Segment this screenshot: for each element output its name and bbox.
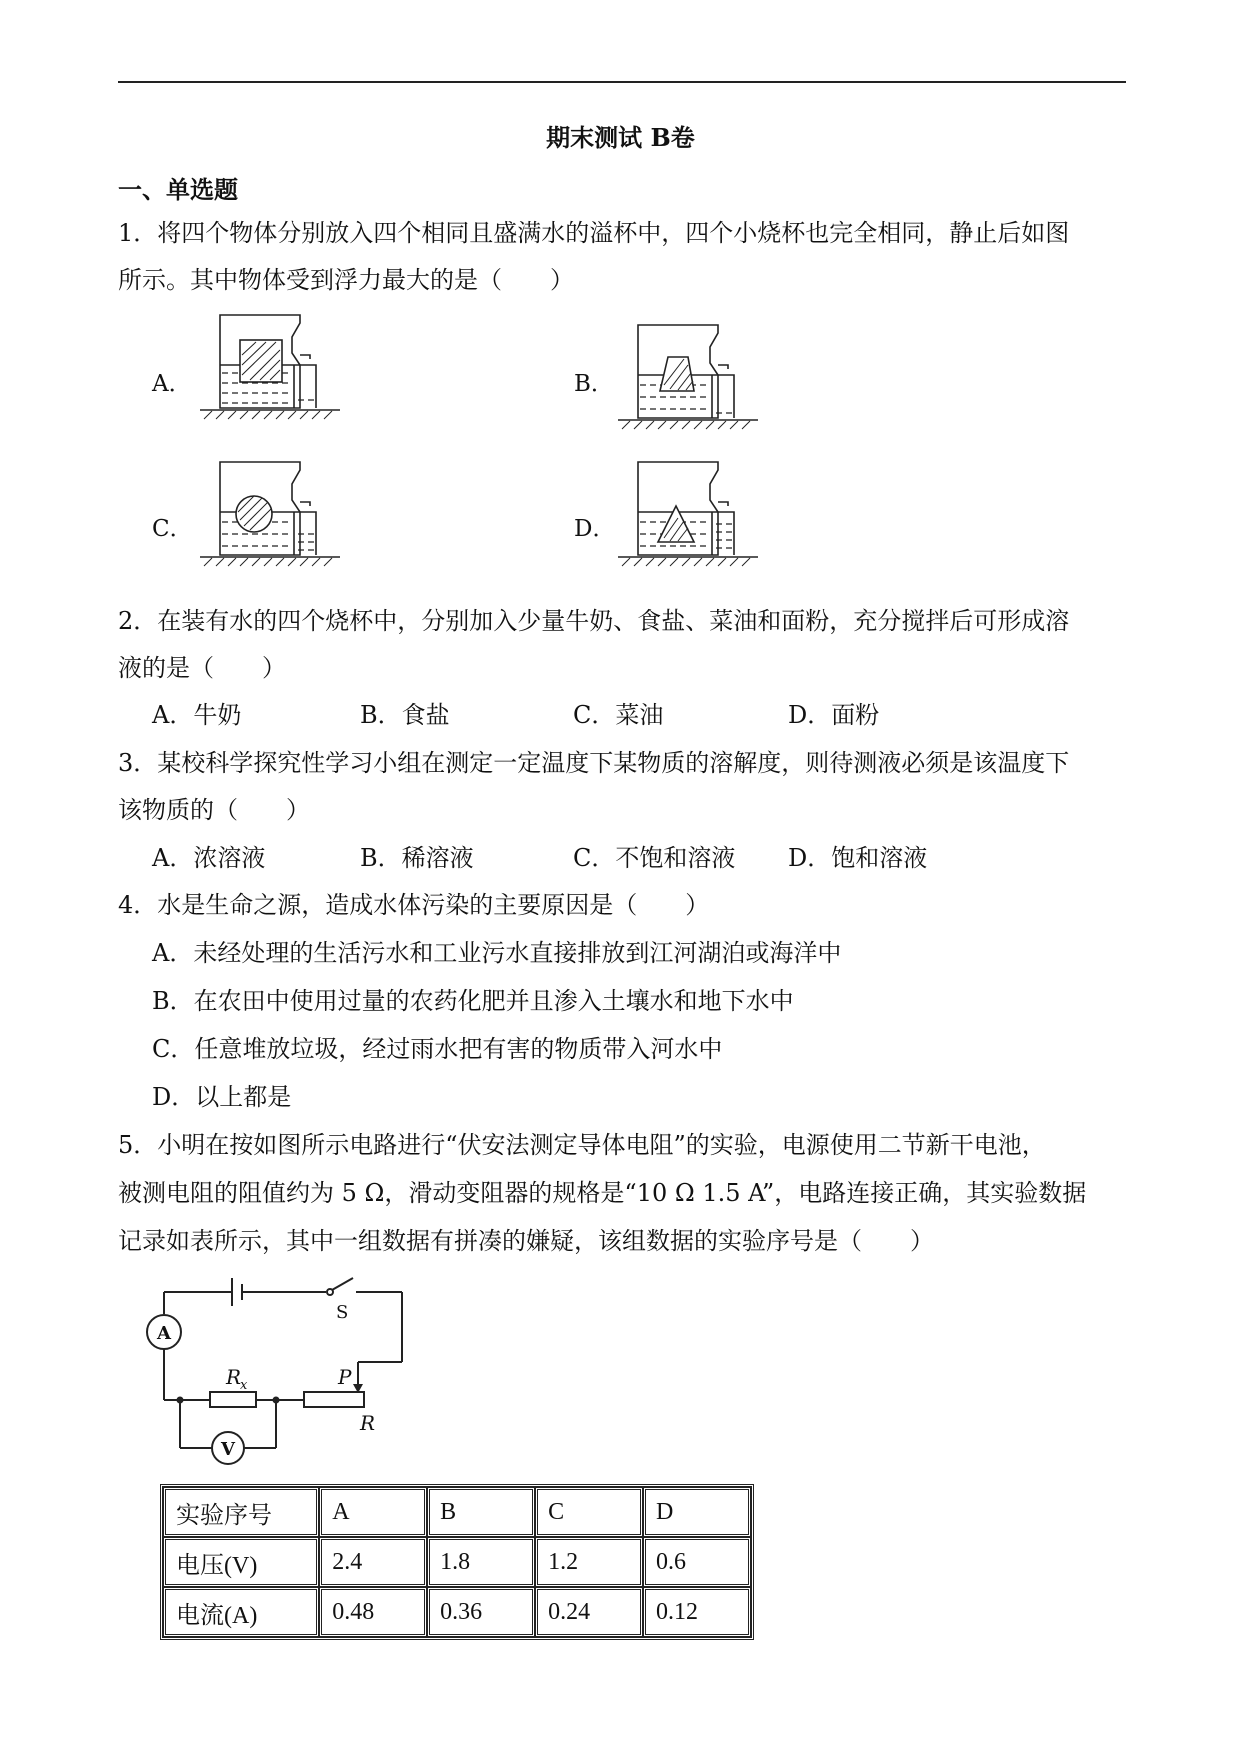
- rheostat-label: R: [360, 1411, 376, 1435]
- table-cell: 0.12: [643, 1587, 751, 1637]
- q3-option-a[interactable]: A．浓溶液: [152, 844, 266, 872]
- table-header-cell: 实验序号: [163, 1487, 319, 1537]
- switch-label: S: [336, 1302, 349, 1323]
- q3-option-b[interactable]: B．稀溶液: [360, 844, 474, 872]
- q1-figure-a: [200, 315, 350, 420]
- table-header-row: [163, 1487, 751, 1537]
- table-header-cell: B: [427, 1487, 535, 1537]
- table-header-cell: A: [319, 1487, 427, 1537]
- question-1-line-1: 1．将四个物体分别放入四个相同且盛满水的溢杯中，四个小烧杯也完全相同，静止后如图: [118, 219, 1070, 247]
- q1-option-c-label: C．: [152, 516, 193, 542]
- q1-figure-b: [618, 325, 768, 430]
- table-row: [163, 1537, 751, 1587]
- circuit-diagram: [140, 1270, 420, 1460]
- table-cell: 0.48: [319, 1587, 427, 1637]
- slider-label: P: [338, 1365, 352, 1389]
- q1-figure-c: [200, 462, 350, 567]
- table-header-cell: C: [535, 1487, 643, 1537]
- question-3-line-2: 该物质的（ ）: [118, 796, 310, 824]
- q1-option-b-label: B．: [574, 371, 614, 397]
- q2-option-a[interactable]: A．牛奶: [152, 701, 242, 729]
- question-2-line-1: 2．在装有水的四个烧杯中，分别加入少量牛奶、食盐、菜油和面粉，充分搅拌后可形成溶: [118, 607, 1070, 635]
- q4-option-d[interactable]: D．以上都是: [152, 1083, 292, 1111]
- question-1-line-2: 所示。其中物体受到浮力最大的是（ ）: [118, 266, 574, 294]
- table-cell: 0.36: [427, 1587, 535, 1637]
- table-cell: 0.6: [643, 1537, 751, 1587]
- q2-option-d[interactable]: D．面粉: [788, 701, 880, 729]
- question-3-line-1: 3．某校科学探究性学习小组在测定一定温度下某物质的溶解度，则待测液必须是该温度下: [118, 749, 1070, 777]
- table-cell: 2.4: [319, 1537, 427, 1587]
- section-heading: 一、单选题: [118, 175, 238, 204]
- question-5-line-3: 记录如表所示，其中一组数据有拼凑的嫌疑，该组数据的实验序号是（ ）: [118, 1227, 934, 1255]
- table-cell: 1.8: [427, 1537, 535, 1587]
- resistor-rx-subscript: x: [240, 1378, 248, 1393]
- q1-option-a-label: A．: [152, 371, 192, 397]
- q1-figure-d: [618, 462, 768, 567]
- switch-blade: [332, 1278, 353, 1290]
- question-5-line-2: 被测电阻的阻值约为 5 Ω，滑动变阻器的规格是“10 Ω 1.5 A”，电路连接正确，其实验数据: [118, 1179, 1087, 1207]
- resistor-rx: [210, 1392, 256, 1407]
- question-2-line-2: 液的是（ ）: [118, 654, 286, 682]
- q2-option-b[interactable]: B．食盐: [360, 701, 450, 729]
- q3-option-d[interactable]: D．饱和溶液: [788, 844, 928, 872]
- q4-option-b[interactable]: B．在农田中使用过量的农药化肥并且渗入土壤水和地下水中: [152, 987, 794, 1015]
- table-cell: 电压(V): [163, 1537, 319, 1587]
- table-cell: 0.24: [535, 1587, 643, 1637]
- question-5-line-1: 5．小明在按如图所示电路进行“伏安法测定导体电阻”的实验，电源使用二节新干电池，: [118, 1131, 1046, 1159]
- ammeter-label: A: [157, 1323, 171, 1344]
- voltmeter-label: V: [221, 1439, 235, 1460]
- q2-option-c[interactable]: C．菜油: [573, 701, 664, 729]
- table-cell: 电流(A): [163, 1587, 319, 1637]
- resistor-rx-label: R: [226, 1365, 242, 1389]
- q3-option-c[interactable]: C．不饱和溶液: [573, 844, 736, 872]
- table-cell: 1.2: [535, 1537, 643, 1587]
- experiment-data-table: [160, 1484, 754, 1640]
- q4-option-a[interactable]: A．未经处理的生活污水和工业污水直接排放到江河湖泊或海洋中: [152, 939, 842, 967]
- q4-option-c[interactable]: C．任意堆放垃圾，经过雨水把有害的物质带入河水中: [152, 1035, 723, 1063]
- header-rule: [118, 81, 1126, 83]
- q1-option-d-label: D．: [574, 516, 616, 542]
- question-4-line-1: 4．水是生命之源，造成水体污染的主要原因是（ ）: [118, 891, 710, 919]
- table-header-cell: D: [643, 1487, 751, 1537]
- rheostat-r: [304, 1392, 364, 1407]
- table-row: [163, 1587, 751, 1637]
- page-title: 期末测试 B卷: [546, 123, 695, 152]
